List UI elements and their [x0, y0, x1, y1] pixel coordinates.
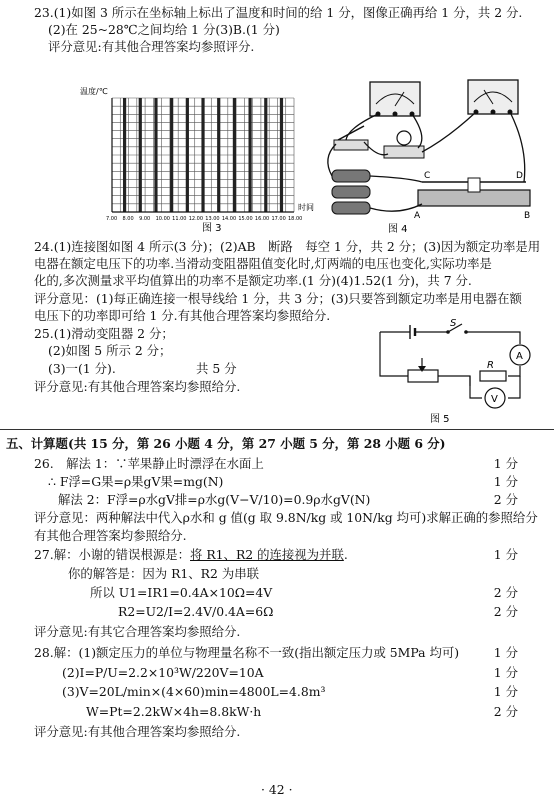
q23-line3: 评分意见:有其他合理答案均参照评分.: [48, 39, 255, 54]
fig3-tick-label: 17.00: [271, 216, 286, 222]
voltmeter-icon: [370, 82, 420, 117]
fig3-tick-label: 9.00: [139, 216, 151, 222]
figure-5: [370, 318, 540, 430]
q26-line1: 26. 解法 1：∵苹果静止时漂浮在水面上: [34, 456, 264, 471]
q28-line4: W=Pt=2.2kW×4h=8.8kW·h: [86, 704, 262, 719]
section-divider: [0, 429, 554, 430]
q27-line4: R2=U2/I=2.4V/0.4A=6Ω: [118, 604, 274, 619]
q23-line1: 23.(1)如图 3 所示在坐标轴上标出了温度和时间的给 1 分，图像正确再给 1 分，共 2 分.: [34, 5, 523, 20]
fig3-bar: [249, 98, 252, 212]
q27-line1: [34, 547, 348, 563]
fig5-label-v: V: [491, 394, 498, 405]
fig3-tick-label: 8.00: [122, 216, 134, 222]
fig3-bar: [186, 98, 189, 212]
fig4-caption: 图 4: [388, 224, 408, 235]
fig3-bar: [154, 98, 157, 212]
q25-line4: 评分意见:有其他合理答案均参照给分.: [34, 379, 241, 394]
q25-line2: (2)如图 5 所示 2 分；: [48, 343, 172, 358]
fig3-tick-label: 12.00: [188, 216, 204, 222]
q24-line3: 化的,多次测量求平均值算出的功率不是额定功率.(1 分)(4)1.52(1 分)，共 7 分.: [34, 273, 472, 288]
fig4-label-b: B: [524, 211, 531, 221]
rheostat-icon: [408, 370, 438, 382]
q27-line1-lead: 27.解：小谢的错误根源是：: [34, 547, 191, 562]
q25-line3: (3)一(1 分).: [48, 361, 116, 376]
fig3-tick-label: 11.00: [172, 216, 187, 222]
q24-line2: 电器在额定电压下的功率.当滑动变阻器阻值变化时,灯两端的电压也变化,实际功率是: [34, 256, 492, 271]
q27-line2: 你的解答是：因为 R1、R2 为串联: [68, 566, 259, 581]
fig3-caption: 图 3: [202, 223, 222, 234]
fig3-bar: [123, 98, 126, 212]
page-number: · 42 ·: [261, 782, 293, 797]
q26-score3: 2 分: [493, 492, 518, 507]
fig3-tick-label: 18.00: [288, 216, 303, 222]
q26-score2: 1 分: [493, 474, 518, 489]
q28-line3: (3)V=20L/min×(4×60)min=4800L=4.8m³: [62, 684, 326, 699]
q27-line1-end: .: [343, 547, 348, 562]
lamp-icon: [384, 131, 424, 158]
figure-3: [74, 80, 324, 235]
fig3-bar: [233, 98, 236, 212]
fig3-tick-label: 14.00: [221, 216, 237, 222]
q27-score1: 1 分: [493, 547, 518, 562]
fig3-bar: [170, 98, 173, 212]
fig3-tick-labels: [106, 216, 302, 222]
q27-line3: 所以 U1=IR1=0.4A×10Ω=4V: [90, 585, 273, 600]
fig3-ylabel: 温度/℃: [80, 87, 108, 96]
fig3-tick-label: 13.00: [205, 216, 220, 222]
fig3-tick-label: 15.00: [238, 216, 253, 222]
q28-line2: (2)I=P/U=2.2×10³W/220V=10A: [62, 665, 264, 680]
resistor-icon: [480, 371, 506, 381]
fig5-label-s: S: [450, 318, 457, 329]
q26-line3: 解法 2：F浮=ρ水gV排=ρ水g(V−V/10)=0.9ρ水gV(N): [58, 492, 371, 507]
q28-score3: 1 分: [493, 684, 518, 699]
fig4-label-d: D: [516, 171, 523, 181]
q26-score1: 1 分: [493, 456, 518, 471]
fig3-bar: [280, 98, 283, 212]
rheostat-icon: [418, 178, 530, 206]
fig3-tick-label: 16.00: [254, 216, 270, 222]
fig3-bar: [139, 98, 142, 212]
fig5-label-a: A: [516, 351, 523, 362]
fig5-label-r: R: [487, 360, 494, 371]
section-5-title: 五、计算题(共 15 分，第 26 小题 4 分，第 27 小题 5 分，第 28 小题 6 分): [6, 436, 446, 451]
fig3-tick-label: 7.00: [106, 216, 118, 222]
q23-line2: (2)在 25~28℃之间均给 1 分(3)B.(1 分): [48, 22, 280, 37]
fig5-caption: 图 5: [430, 414, 450, 425]
q28-score4: 2 分: [493, 704, 518, 719]
q26-line4: 评分意见：两种解法中代入ρ水和 g 值(g 取 9.8N/kg 或 10N/kg 均可)求解正确的参照给分: [34, 510, 538, 525]
q27-line1-underlined: 将 R1、R2 的连接视为并联: [190, 547, 344, 562]
fig4-label-a: A: [414, 211, 421, 221]
q28-score2: 1 分: [493, 665, 518, 680]
q27-line5: 评分意见:有其它合理答案均参照给分.: [34, 624, 241, 639]
q28-line5: 评分意见:有其他合理答案均参照给分.: [34, 724, 241, 739]
q27-score3: 2 分: [493, 585, 518, 600]
q27-score4: 2 分: [493, 604, 518, 619]
switch-icon: [334, 126, 368, 150]
q24-line5: 电压下的功率即可给 1 分.有其他合理答案均参照给分.: [34, 308, 331, 323]
q26-line5: 有其他合理答案均参照给分.: [34, 528, 187, 543]
figure-4: [318, 78, 540, 238]
fig5-circuit: [380, 324, 520, 398]
q24-line1: 24.(1)连接图如图 4 所示(3 分)；(2)AB 断路 每空 1 分，共 2 分；(3)因为额定功率是用: [34, 239, 541, 254]
fig3-tick-label: 10.00: [155, 216, 170, 222]
battery-pack-icon: [332, 170, 370, 214]
fig3-bar: [217, 98, 220, 212]
q28-line1: 28.解：(1)额定压力的单位与物理量名称不一致(指出额定压力或 5MPa 均可): [34, 645, 460, 660]
q26-line2: ∴ F浮=G果=ρ果gV果=mg(N): [48, 474, 224, 489]
fig4-label-c: C: [424, 171, 431, 181]
fig3-bar: [201, 98, 204, 212]
q24-line4: 评分意见：(1)每正确连接一根导线给 1 分，共 3 分；(3)只要答到额定功率是用电器在额: [34, 291, 522, 306]
q25-total: 共 5 分: [196, 361, 237, 376]
fig3-xlabel: 时间: [298, 203, 314, 212]
fig3-bar: [264, 98, 267, 212]
q28-score1: 1 分: [493, 645, 518, 660]
q25-line1: 25.(1)滑动变阻器 2 分；: [34, 326, 174, 341]
ammeter-icon: [468, 80, 518, 115]
